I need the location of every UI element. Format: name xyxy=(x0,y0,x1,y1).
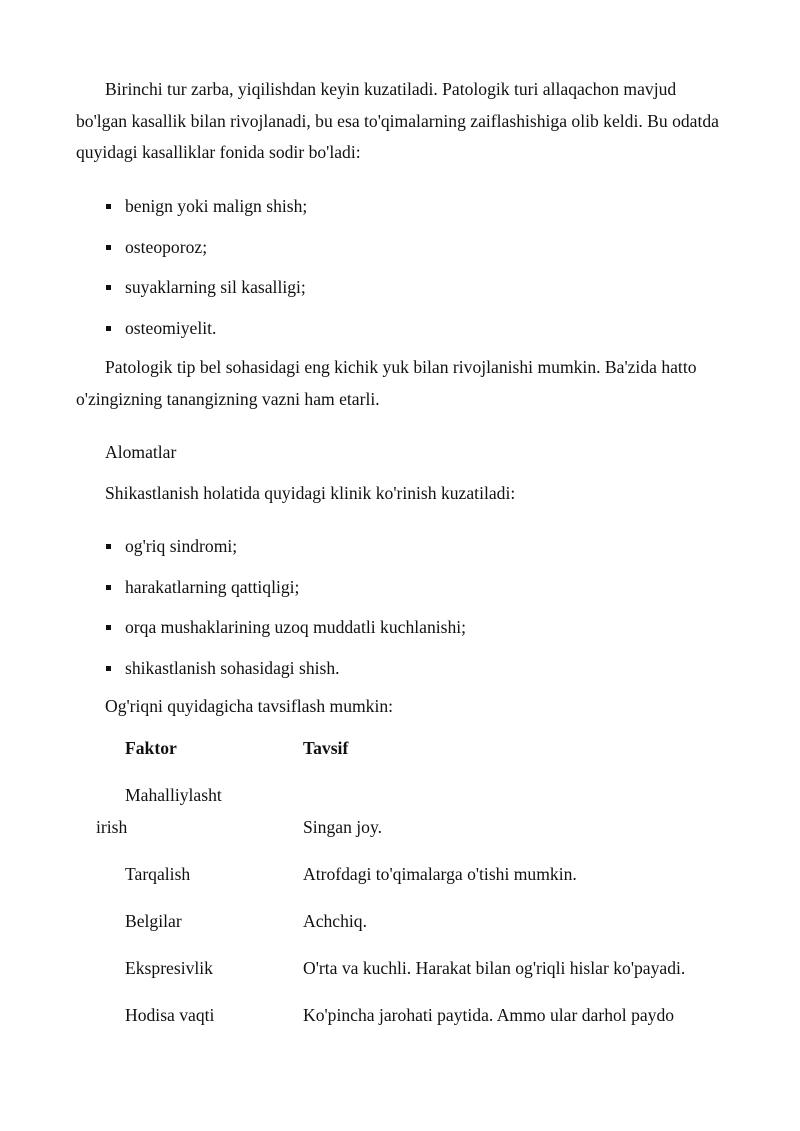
table-cell-factor: Belgilar xyxy=(125,911,182,931)
section-heading-symptoms: Alomatlar xyxy=(105,442,177,462)
bullet-icon xyxy=(106,285,111,290)
table-cell-factor: Ekspresivlik xyxy=(125,958,213,978)
list-item: shikastlanish sohasidagi shish. xyxy=(105,657,725,698)
table-header-factor: Faktor xyxy=(125,738,177,758)
symptom-list xyxy=(105,535,725,697)
disease-list xyxy=(105,195,725,357)
list-item: osteomiyelit. xyxy=(105,317,725,358)
table-cell-desc: Achchiq. xyxy=(303,911,368,931)
paragraph-pain: Og'riqni quyidagicha tavsiflash mumkin: xyxy=(105,696,394,716)
bullet-icon xyxy=(106,204,111,209)
bullet-icon xyxy=(106,245,111,250)
bullet-icon xyxy=(106,666,111,671)
list-item: osteoporoz; xyxy=(105,236,725,277)
list-item: og'riq sindromi; xyxy=(105,535,725,576)
bullet-icon xyxy=(106,625,111,630)
paragraph-pathologic xyxy=(76,352,726,415)
paragraph-clinical: Shikastlanish holatida quyidagi klinik ko'rinish kuzatiladi: xyxy=(105,483,516,503)
table-header-desc: Tavsif xyxy=(303,738,349,758)
table-cell-factor: Hodisa vaqti xyxy=(125,1005,215,1025)
bullet-icon xyxy=(106,544,111,549)
table-cell-factor-wrap: irish xyxy=(96,817,128,837)
paragraph-text: Patologik tip bel sohasidagi eng kichik yuk bilan rivojlanishi mumkin. Ba'zida hatto o'zingizning tanangizning vazni ham etarli. xyxy=(76,357,697,409)
list-item: orqa mushaklarining uzoq muddatli kuchlanishi; xyxy=(105,616,725,657)
bullet-icon xyxy=(106,326,111,331)
list-item: harakatlarning qattiqligi; xyxy=(105,576,725,617)
table-cell-factor: Mahalliylasht xyxy=(125,785,222,805)
table-cell-desc: O'rta va kuchli. Harakat bilan og'riqli hislar ko'payadi. xyxy=(303,958,686,978)
table-cell-factor: Tarqalish xyxy=(125,864,191,884)
table-cell-desc: Atrofdagi to'qimalarga o'tishi mumkin. xyxy=(303,864,577,884)
table-cell-desc: Singan joy. xyxy=(303,817,383,837)
paragraph-text: Birinchi tur zarba, yiqilishdan keyin kuzatiladi. Patologik turi allaqachon mavjud bo'lgan kasallik bilan rivojlanadi, bu esa to'qimalarning zaiflashishiga olib keldi. Bu odatda quyidagi kasalliklar fonida sodir bo'ladi: xyxy=(76,79,719,162)
bullet-icon xyxy=(106,585,111,590)
list-item: suyaklarning sil kasalligi; xyxy=(105,276,725,317)
table-cell-desc: Ko'pincha jarohati paytida. Ammo ular darhol paydo xyxy=(303,1005,675,1025)
paragraph-intro xyxy=(76,74,726,169)
list-item: benign yoki malign shish; xyxy=(105,195,725,236)
